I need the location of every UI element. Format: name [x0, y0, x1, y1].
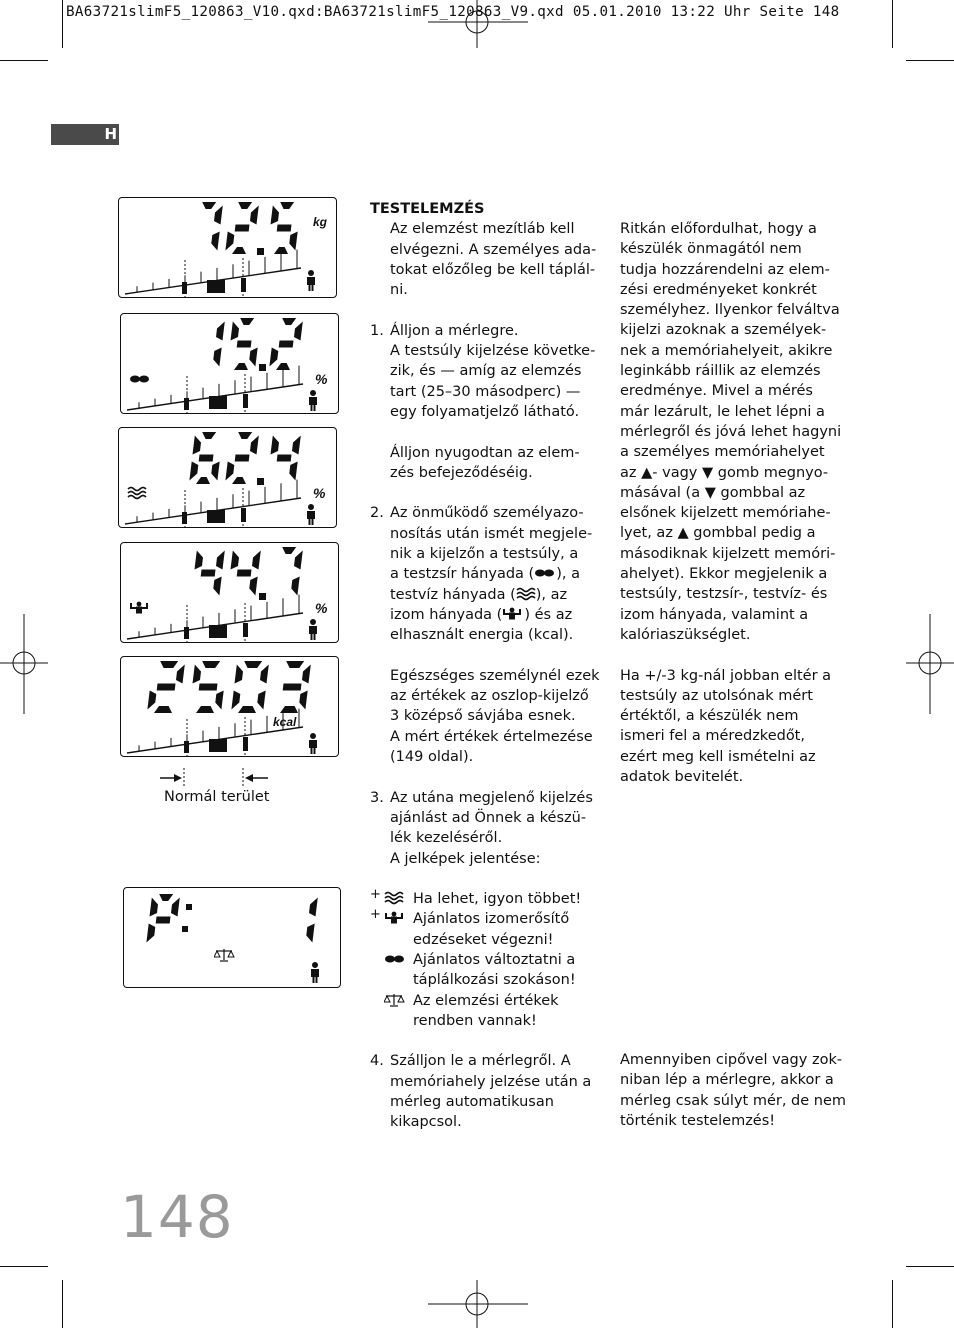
text-line: mérleg automatikusan	[390, 1094, 554, 1111]
text-line: testsúly, testzsír-, testvíz- és	[620, 586, 828, 603]
language-tab: H	[51, 124, 119, 145]
text-line: edzéseket végezni!	[413, 931, 554, 948]
normal-range-label: Normál terület	[164, 789, 270, 805]
lcd-decimal-point	[259, 364, 266, 371]
step-1-note	[390, 443, 605, 484]
lcd-unit-label: kg	[313, 215, 328, 229]
lcd-digit	[282, 547, 303, 596]
normal-range-arrows	[156, 768, 272, 788]
lcd-digit	[231, 318, 258, 370]
text-line: niban lép a mérlegre, akkor a	[620, 1072, 834, 1089]
text-line: a személyes memóriahelyet	[620, 444, 825, 461]
text-line: memóriahely jelzése után a	[390, 1073, 592, 1090]
text-line: A mért értékek értelmezése	[390, 728, 593, 745]
text-line: Ajánlatos izomerősítő	[413, 911, 570, 928]
lcd-digit	[147, 661, 184, 713]
text-line: az értékek az oszlop-kijelző	[390, 688, 589, 705]
registration-mark	[0, 614, 48, 714]
text-line: zési eredményeket konkrét	[620, 281, 817, 298]
text-line: Az önműködő személyazo-	[390, 505, 584, 522]
lcd-digit	[189, 432, 219, 484]
lcd-bar-graph	[127, 595, 303, 642]
symbol-legend-item	[370, 991, 605, 1032]
step-number: 4.	[370, 1053, 384, 1070]
step-2-note	[390, 666, 605, 767]
step-3-text	[390, 788, 605, 869]
registration-mark	[906, 614, 954, 714]
symbol-legend-item	[370, 909, 605, 950]
text-line: Ha lehet, igyon többet!	[413, 891, 582, 908]
muscle-icon	[502, 607, 524, 621]
plus-sign: +	[370, 887, 381, 903]
text-line: személyhez. Ilyenkor felváltva	[620, 302, 840, 319]
lcd-decimal-point	[257, 478, 264, 485]
up-arrow-icon: ▲	[641, 464, 653, 481]
text-span: ), a	[556, 566, 580, 583]
text-line: adatok bevitelét.	[620, 769, 744, 786]
person-icon	[309, 390, 317, 411]
person-icon	[307, 270, 315, 291]
text-line: kijelzi azoknak a személyek-	[620, 322, 827, 339]
lcd-muscle-display	[120, 542, 339, 643]
lcd-digit	[195, 551, 225, 596]
text-line: ajánlást ad Önnek a készü-	[390, 809, 587, 826]
lcd-bar-graph	[125, 250, 301, 297]
lcd-digit	[269, 318, 302, 370]
lcd-weight-display	[118, 197, 337, 298]
paragraph	[620, 666, 850, 788]
section-heading: TESTELEMZÉS	[370, 201, 485, 217]
symbol-legend	[370, 889, 605, 1031]
text-line: Az utána megjelenő kijelzés	[390, 789, 593, 806]
text-line: Ritkán előfordulhat, hogy a	[620, 221, 817, 237]
text-span: - vagy	[652, 464, 702, 481]
text-line: ahelyet). Ekkor megjelenik a	[620, 566, 828, 583]
text-line: nik a kijelzőn a testsúly, a	[390, 546, 579, 563]
water-icon	[384, 891, 406, 906]
text-line: Ajánlatos változtatni a	[413, 951, 576, 968]
lcd-unit-label: %	[315, 600, 328, 616]
text-line: Álljon nyugodtan az elem-	[390, 444, 580, 461]
registration-mark	[428, 0, 528, 48]
text-span: az	[620, 464, 642, 481]
lcd-bar-graph	[127, 366, 303, 413]
text-line: A jelképek jelentése:	[390, 850, 541, 867]
text-line: Ha +/-3 kg-nál jobban eltér a	[620, 667, 832, 684]
legend-icon	[370, 993, 410, 1009]
balance-icon	[214, 949, 234, 961]
lcd-digit	[225, 432, 258, 484]
text-line: izom hányada, valamint a	[620, 606, 809, 623]
person-icon	[307, 504, 315, 525]
text-line: kikapcsol.	[390, 1114, 462, 1131]
paragraph	[620, 219, 850, 463]
fat-icon	[534, 566, 556, 580]
legend-icon	[370, 952, 410, 968]
text-span: ), az	[535, 586, 568, 603]
text-line: egy folyamatjelző látható.	[390, 403, 580, 420]
text-line: zés befejeződéséig.	[390, 464, 533, 481]
lcd-fat-display	[120, 313, 339, 414]
text-line: tokat előzőleg be kell táplál-	[390, 261, 596, 278]
lcd-decimal-point	[259, 593, 266, 600]
balance-icon	[384, 993, 406, 1008]
water-icon	[516, 587, 536, 601]
text-line: ni.	[390, 282, 408, 299]
text-span: ) és az	[524, 606, 573, 623]
text-line: 3 középső sávjába esnek.	[390, 708, 576, 725]
step-2	[370, 503, 605, 767]
muscle-icon	[131, 602, 147, 614]
text-line: rendben vannak!	[413, 1012, 537, 1029]
lcd-digit	[213, 322, 225, 367]
text-line: Az elemzést mezítláb kell	[390, 221, 575, 238]
lcd-digit	[231, 551, 261, 596]
down-arrow-icon: ▼	[704, 484, 716, 501]
text-line: nosítás után ismét megjele-	[390, 525, 593, 542]
text-span: gomb megnyo-	[713, 464, 829, 481]
registration-mark	[428, 1280, 528, 1328]
text-line: tudja hozzárendelni az elem-	[620, 261, 830, 278]
text-line: Amennyiben cipővel vagy zok-	[620, 1052, 843, 1068]
step-number: 2.	[370, 505, 384, 522]
text-line: értéktől, a készülék nem	[620, 708, 799, 725]
lcd-digit	[231, 661, 268, 713]
lcd-digit	[193, 661, 224, 713]
legend-icon	[370, 907, 410, 927]
lcd-digit	[306, 898, 318, 943]
muscle-icon	[384, 911, 406, 926]
text-line: testsúly az utolsónak mért	[620, 687, 813, 704]
step-4-text	[390, 1051, 605, 1132]
print-header: BA63721slimF5_120863_V10.qxd:BA63721slimF5_120863_V9.qxd 05.01.2010 13:22 Uhr Seite 148	[66, 4, 840, 20]
text-span: lyet, az	[620, 525, 678, 542]
lcd-unit-label: kcal	[273, 715, 297, 729]
text-line: ezért meg kell ismételni az	[620, 748, 816, 765]
text-line: nek a memóriahelyeit, akikre	[620, 342, 833, 359]
text-line: lék kezeléséről.	[390, 830, 503, 847]
text-span: gombbal pedig a	[688, 525, 816, 542]
down-arrow-icon: ▼	[701, 464, 714, 481]
step-3	[370, 788, 605, 869]
text-line: tart (25–30 másodperc) —	[390, 383, 581, 400]
step-number: 3.	[370, 789, 384, 806]
text-line: elhasznált energia (kcal).	[390, 627, 574, 644]
paragraph	[620, 1050, 850, 1131]
symbol-legend-item	[370, 950, 605, 991]
step-1-text	[390, 321, 605, 422]
text-line: készülék önmagától nem	[620, 241, 802, 258]
water-icon	[128, 488, 146, 499]
text-span: gombbal az	[715, 484, 806, 501]
text-line: már lezárult, le lehet lépni a	[620, 403, 825, 420]
lcd-unit-label: %	[313, 485, 326, 501]
step-2-text	[390, 503, 605, 564]
lcd-digit	[225, 202, 258, 254]
step-number: 1.	[370, 322, 384, 339]
lcd-recommendation-display	[123, 887, 341, 988]
text-line: mérlegről és jóvá lehet hagyni	[620, 423, 842, 440]
text-line: Álljon a mérlegre.	[390, 322, 519, 339]
text-line: leginkább ráillik az elemzés	[620, 363, 821, 380]
symbol-legend-item	[370, 889, 605, 909]
intro-paragraph	[370, 219, 605, 300]
plus-sign: +	[370, 907, 381, 923]
text-line: elvégezni. A személyes ada-	[390, 241, 597, 258]
paragraph	[620, 503, 850, 523]
lcd-digit	[280, 661, 311, 713]
lcd-decimal-point	[257, 248, 264, 255]
page-number: 148	[120, 1183, 234, 1251]
lcd-energy-display	[120, 656, 339, 757]
person-icon	[309, 733, 317, 754]
text-line: elsőnek kijelzett memóriahe-	[620, 505, 831, 522]
step-4	[370, 1051, 605, 1132]
text-line: ismeri fel a méredzkedőt,	[620, 728, 805, 745]
person-icon	[309, 619, 317, 640]
lcd-water-display	[118, 427, 337, 528]
fat-icon	[130, 376, 149, 383]
lcd-colon	[186, 904, 192, 910]
text-column-2-footer	[620, 1050, 850, 1131]
up-arrow-icon: ▲	[677, 525, 689, 542]
step-1	[370, 321, 605, 483]
text-column-2	[620, 219, 850, 787]
lcd-digit	[271, 202, 298, 254]
person-icon	[311, 962, 319, 983]
text-line: mérleg csak súlyt mér, de nem	[620, 1092, 847, 1109]
text-line: Egészséges személynél ezek	[390, 667, 600, 684]
lcd-unit-label: %	[315, 371, 328, 387]
text-line: történik testelemzés!	[620, 1112, 776, 1129]
paragraph	[620, 544, 850, 645]
text-line: másodiknak kijelzett memóri-	[620, 545, 836, 562]
text-span: a testzsír hányada (	[390, 566, 535, 583]
text-line: kalóriaszükséglet.	[620, 626, 751, 643]
text-column-1	[370, 199, 605, 1133]
text-line: zik, és — amíg az elemzés	[390, 363, 582, 380]
lcd-colon	[182, 926, 188, 932]
text-span: testvíz hányada (	[390, 586, 516, 603]
lcd-bar-graph	[125, 480, 301, 527]
lcd-digit	[146, 894, 179, 943]
lcd-digit	[271, 436, 301, 481]
text-span: másával (a	[620, 484, 705, 501]
text-line: Az elemzési értékek	[413, 992, 559, 1009]
text-line: Szálljon le a mérlegről. A	[390, 1053, 571, 1070]
text-line: táplálkozási szokáson!	[413, 972, 576, 989]
text-span: izom hányada (	[390, 606, 503, 623]
text-line: (149 oldal).	[390, 749, 474, 766]
text-line: eredménye. Mivel a mérés	[620, 383, 813, 400]
text-line: A testsúly kijelzése követke-	[390, 343, 596, 360]
lcd-digit	[202, 202, 223, 251]
fat-icon	[384, 952, 406, 967]
